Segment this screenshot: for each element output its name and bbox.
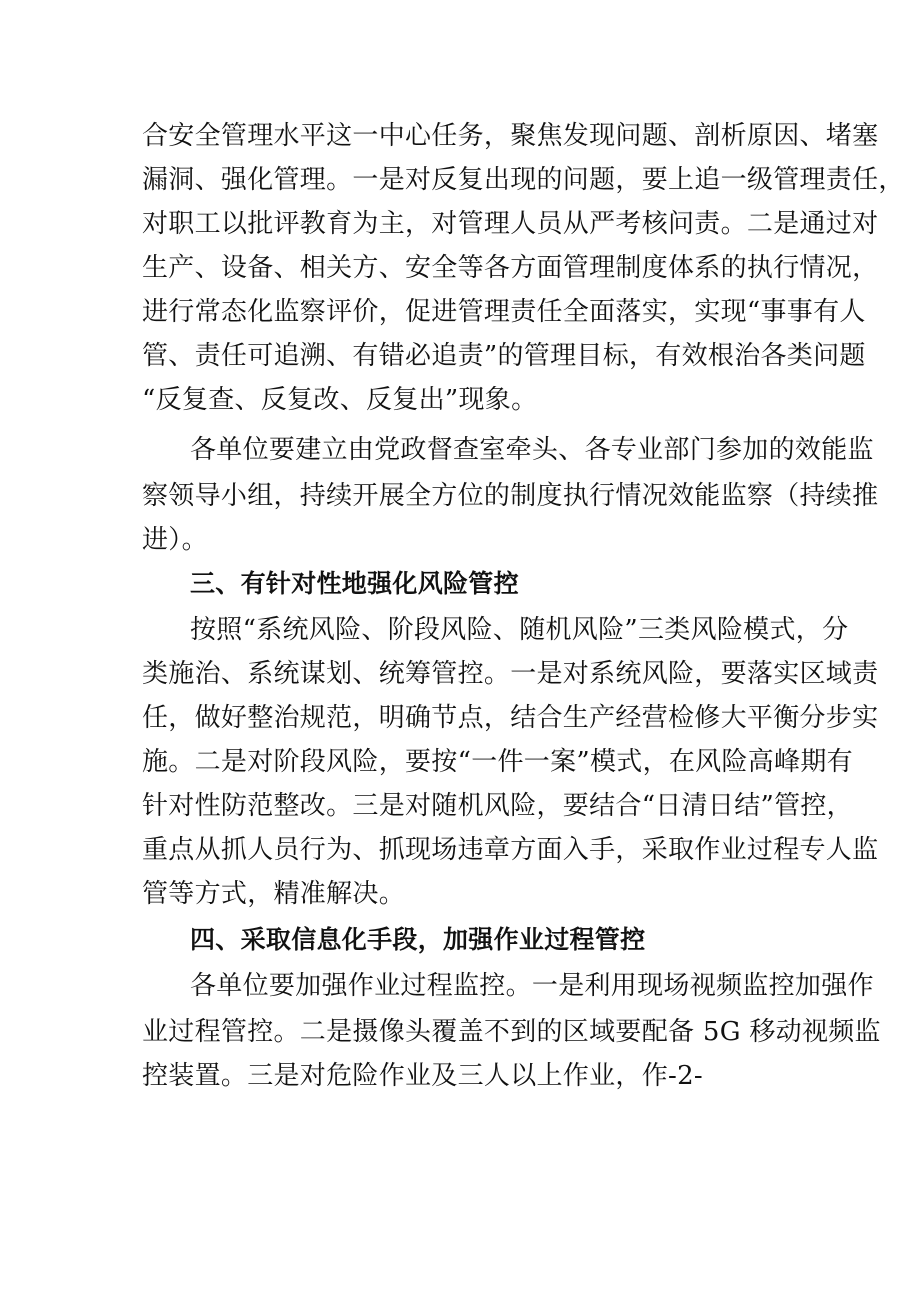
para3-line-5: 针对性防范整改。三是对随机风险，要结合“日清日结”管控， bbox=[142, 791, 853, 821]
para1-line-7: “反复查、反复改、反复出”现象。 bbox=[142, 385, 538, 415]
para1-line-3: 对职工以批评教育为主，对管理人员从严考核问责。二是通过对 bbox=[142, 209, 879, 239]
para1-line-5: 进行常态化监察评价，促进管理责任全面落实，实现“事事有人 bbox=[142, 297, 866, 327]
para1-line-2: 漏洞、强化管理。一是对反复出现的问题，要上追一级管理责任， bbox=[142, 165, 905, 195]
para1-line-6: 管、责任可追溯、有错必追责”的管理目标，有效根治各类问题 bbox=[142, 341, 866, 371]
para2-line-2: 察领导小组，持续开展全方位的制度执行情况效能监察（持续推 bbox=[142, 481, 879, 511]
para3-line-4: 施。二是对阶段风险，要按“一件一案”模式，在风险高峰期有 bbox=[142, 747, 853, 777]
para3-line-1: 按照“系统风险、阶段风险、随机风险”三类风险模式，分 bbox=[190, 615, 849, 645]
para4-line-2: 业过程管控。二是摄像头覆盖不到的区域要配备 5G 移动视频监 bbox=[142, 1017, 881, 1047]
para3-line-3: 任，做好整治规范，明确节点，结合生产经营检修大平衡分步实 bbox=[142, 703, 879, 733]
para1-line-4: 生产、设备、相关方、安全等各方面管理制度体系的执行情况， bbox=[142, 253, 879, 283]
para2-line-1: 各单位要建立由党政督查室牵头、各专业部门参加的效能监 bbox=[190, 435, 874, 465]
para2-line-3: 进）。 bbox=[142, 525, 208, 555]
para3-line-6: 重点从抓人员行为、抓现场违章方面入手，采取作业过程专人监 bbox=[142, 835, 879, 865]
para4-line-1: 各单位要加强作业过程监控。一是利用现场视频监控加强作 bbox=[190, 971, 874, 1001]
section-heading-3: 三、有针对性地强化风险管控 bbox=[190, 569, 519, 598]
section-heading-4: 四、采取信息化手段，加强作业过程管控 bbox=[190, 925, 646, 954]
para4-line-3: 控装置。三是对危险作业及三人以上作业，作-2- bbox=[142, 1061, 704, 1091]
para1-line-1: 合安全管理水平这一中心任务，聚焦发现问题、剖析原因、堵塞 bbox=[142, 121, 879, 151]
para3-line-7: 管等方式，精准解决。 bbox=[142, 879, 406, 909]
para3-line-2: 类施治、系统谋划、统筹管控。一是对系统风险，要落实区域责 bbox=[142, 659, 879, 689]
